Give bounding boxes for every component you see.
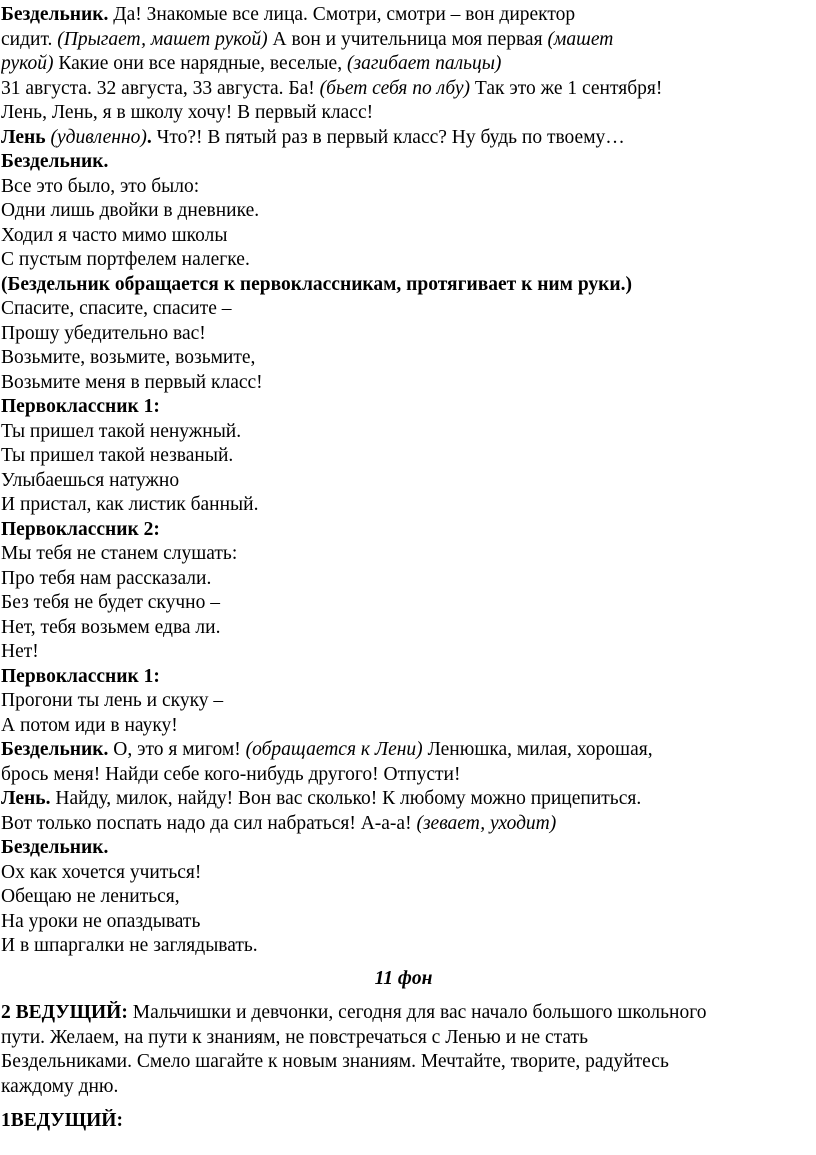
stage-direction-bold: (Бездельник обращается к первоклассникам, протягивает к ним руки.) [1, 273, 632, 295]
line-28 [1, 665, 806, 690]
line-24: Про тебя нам рассказали. [1, 567, 212, 589]
line-20: Улыбаешься натужно [1, 469, 180, 491]
line-06: Лень (удивленно). Что?! В пятый раз в первый класс? Ну будь по твоему… [1, 126, 625, 148]
line-32: брось меня! Найди себе кого-нибудь другого! Отпусти! [1, 763, 461, 785]
line-16: Возьмите меня в первый класс! [1, 371, 263, 393]
line-37: Обещаю не лениться, [1, 886, 180, 907]
fon-heading: 11 фон [374, 967, 433, 989]
line-31: Бездельник. О, это я мигом! (обращается к Лени) Ленюшка, милая, хорошая, [1, 739, 653, 760]
line-22 [1, 518, 806, 543]
stage-direction: (обращается к Лени) [245, 739, 423, 760]
line-34: Вот только поспать надо да сил набраться! А-а-а! (зевает, уходит) [1, 812, 557, 834]
stage-direction: (загибает пальцы) [346, 53, 502, 74]
line-27: Нет! [1, 641, 39, 662]
host2-line-1: 2 ВЕДУЩИЙ: Мальчишки и девчонки, сегодня для вас начало большого школьного [1, 1002, 707, 1023]
host2-line-2: пути. Желаем, на пути к знаниям, не повстречаться с Ленью и не стать [1, 1026, 588, 1048]
stage-direction: (зевает, уходит) [416, 812, 557, 834]
line-23: Мы тебя не станем слушать: [1, 543, 238, 564]
stage-direction: (машет [547, 28, 614, 50]
speaker-label: Первоклассник 2: [1, 518, 160, 540]
speaker-label: Бездельник. [1, 4, 109, 25]
line-14: Прошу убедительно вас! [1, 322, 206, 344]
line-36: Ох как хочется учиться! [1, 861, 202, 883]
line-26: Нет, тебя возьмем едва ли. [1, 616, 221, 638]
line-38: На уроки не опаздывать [1, 910, 201, 932]
host1-speaker: 1ВЕДУЩИЙ: [1, 1110, 123, 1131]
line-13: Спасите, спасите, спасите – [1, 298, 232, 319]
stage-direction: рукой) [1, 53, 54, 74]
line-35 [1, 836, 806, 861]
speaker-label: Лень. [1, 788, 51, 809]
line-09: Одни лишь двойки в дневнике. [1, 200, 260, 221]
line-15: Возьмите, возьмите, возьмите, [1, 347, 256, 368]
line-05: Лень, Лень, я в школу хочу! В первый класс! [1, 102, 374, 123]
speaker-label: Бездельник. [1, 151, 109, 172]
line-21: И пристал, как листик банный. [1, 494, 259, 515]
line-02: сидит. (Прыгает, машет рукой) А вон и учительница моя первая (машет [1, 28, 614, 50]
line-29: Прогони ты лень и скуку – [1, 690, 224, 711]
line-39: И в шпаргалки не заглядывать. [1, 935, 258, 956]
line-08: Все это было, это было: [1, 175, 200, 197]
host2-line-4: каждому дню. [1, 1075, 119, 1097]
stage-direction: (Прыгает, машет рукой) [57, 28, 268, 50]
line-30: А потом иди в науку! [1, 714, 178, 736]
line-19: Ты пришел такой незваный. [1, 445, 234, 466]
stage-direction: (бьет себя по лбу) [319, 77, 471, 99]
line-12 [1, 273, 806, 298]
line-10: Ходил я часто мимо школы [1, 224, 228, 246]
line-01: Бездельник. Да! Знакомые все лица. Смотри, смотри – вон директор [1, 4, 576, 25]
speaker-label: Лень [1, 126, 46, 148]
line-33: Лень. Найду, милок, найду! Вон вас сколько! К любому можно прицепиться. [1, 788, 642, 809]
stage-direction: (удивленно) [45, 126, 147, 148]
line-03: рукой) Какие они все нарядные, веселые, (загибает пальцы) [1, 53, 502, 74]
line-25: Без тебя не будет скучно – [1, 592, 220, 613]
speaker-label: Бездельник. [1, 837, 109, 858]
speaker-label: Первоклассник 1: [1, 396, 160, 417]
line-07 [1, 150, 806, 175]
line-11: С пустым портфелем налегке. [1, 249, 250, 270]
line-04: 31 августа. 32 августа, 33 августа. Ба! (бьет себя по лбу) Так это же 1 сентября! [1, 77, 663, 99]
line-18: Ты пришел такой ненужный. [1, 420, 242, 442]
speaker-label: Первоклассник 1: [1, 665, 160, 687]
host2-line-3: Бездельниками. Смело шагайте к новым знаниям. Мечтайте, творите, радуйтесь [1, 1051, 669, 1072]
speaker-label: Бездельник. [1, 739, 109, 760]
line-17 [1, 395, 806, 420]
speaker-label: 2 ВЕДУЩИЙ: [1, 1002, 128, 1023]
